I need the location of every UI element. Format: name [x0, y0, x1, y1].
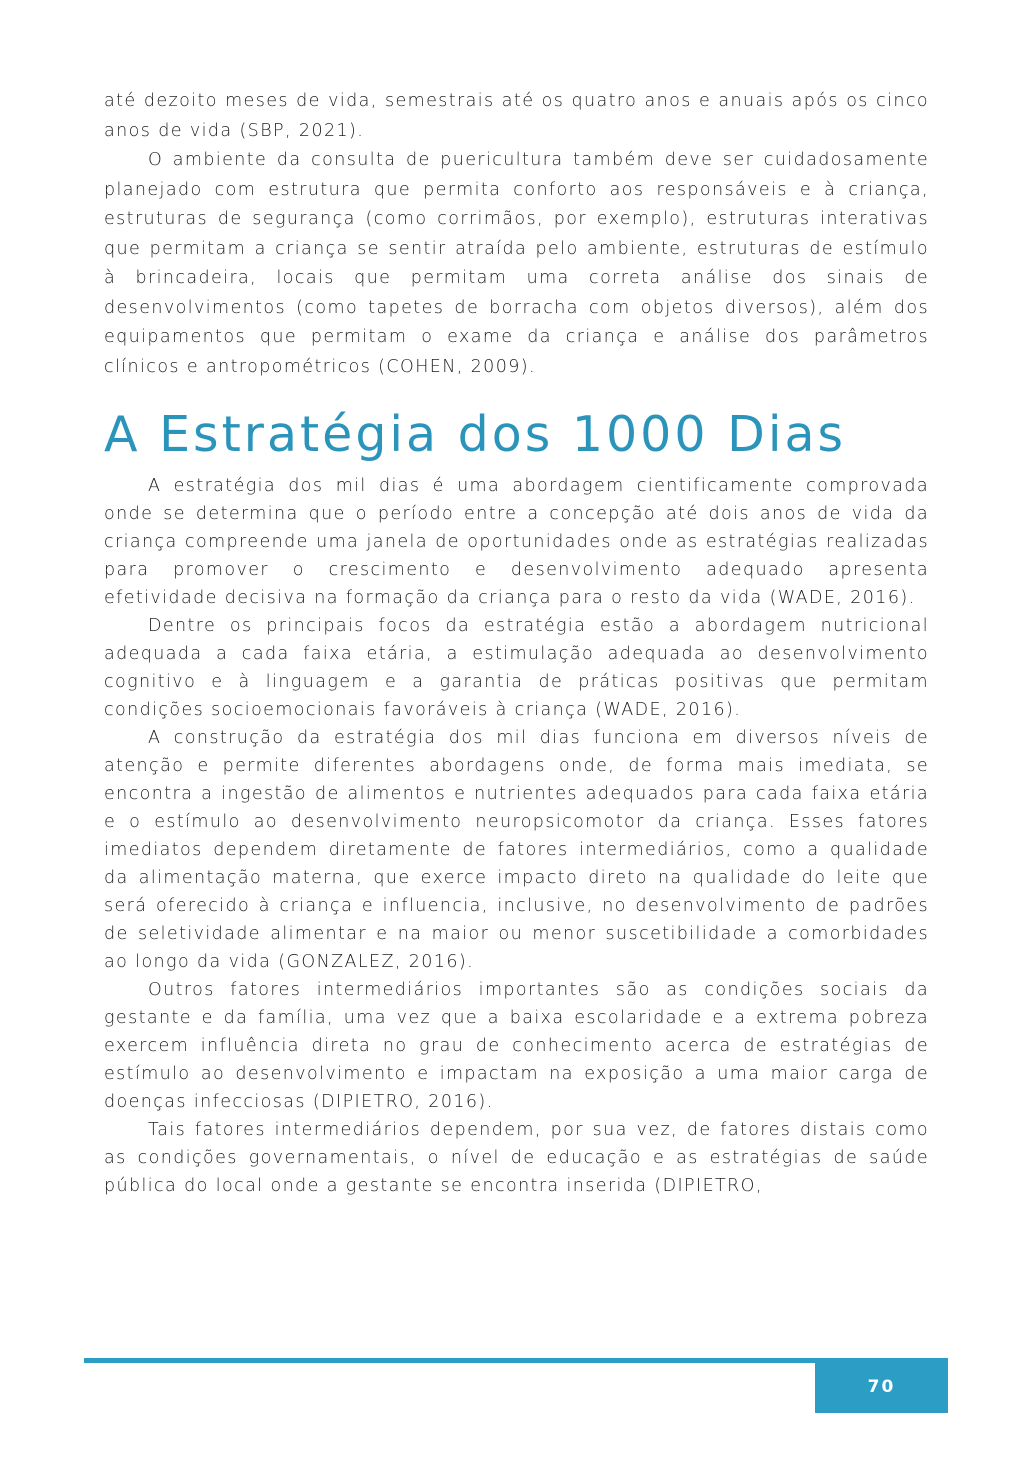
intro-paragraph-1: até dezoito meses de vida, semestrais até os quatro anos e anuais após os cinco anos de vida (SBP, 2021).: [104, 91, 929, 141]
section-paragraph-5: Tais fatores intermediários dependem, por sua vez, de fatores distais como as condições governamentais, o nível de educação e as estratégias de saúde pública do local onde a gestante se encontra inserida (DIPIETRO,: [104, 1120, 929, 1196]
intro-paragraph-2: O ambiente da consulta de puericultura também deve ser cuidadosamente planejado com estrutura que permita conforto aos responsáveis e à criança, estruturas de segurança (como corrimãos, por exemplo), estruturas interativas que permitam a criança se sentir atraída pelo ambiente, estruturas de estímulo à brincadeira, locais que permitam uma correta análise dos sinais de desenvolvimentos (como tapetes de borracha com objetos diversos), além dos equipamentos que permitam o exame da criança e análise dos parâmetros clínicos e antropométricos (COHEN, 2009).: [104, 150, 929, 377]
section-paragraph-3: A construção da estratégia dos mil dias funciona em diversos níveis de atenção e permite diferentes abordagens onde, de forma mais imediata, se encontra a ingestão de alimentos e nutrientes adequados para cada faixa etária e o estímulo ao desenvolvimento neuropsicomotor da criança. Esses fatores imediatos dependem diretamente de fatores intermediários, como a qualidade da alimentação materna, que exerce impacto direto na qualidade do leite que será oferecido à criança e influencia, inclusive, no desenvolvimento de padrões de seletividade alimentar e na maior ou menor suscetibilidade a comorbidades ao longo da vida (GONZALEZ, 2016).: [104, 728, 929, 972]
section-title: A Estratégia dos 1000 Dias: [104, 406, 847, 463]
section-paragraph-4: Outros fatores intermediários importantes são as condições sociais da gestante e da família, uma vez que a baixa escolaridade e a extrema pobreza exercem influência direta no grau de conhecimento acerca de estratégias de estímulo ao desenvolvimento e impactam na exposição a uma maior carga de doenças infecciosas (DIPIETRO, 2016).: [104, 980, 929, 1112]
section-paragraph-2: Dentre os principais focos da estratégia estão a abordagem nutricional adequada a cada faixa etária, a estimulação adequada ao desenvolvimento cognitivo e à linguagem e a garantia de práticas positivas que permitam condições socioemocionais favoráveis à criança (WADE, 2016).: [104, 616, 929, 720]
page-number: 70: [867, 1376, 896, 1397]
section-paragraph-1: A estratégia dos mil dias é uma abordagem cientificamente comprovada onde se determina que o período entre a concepção até dois anos de vida da criança compreende uma janela de oportunidades onde as estratégias realizadas para promover o crescimento e desenvolvimento adequado apresenta efetividade decisiva na formação da criança para o resto da vida (WADE, 2016).: [104, 476, 929, 608]
page-number-badge: [815, 1360, 948, 1413]
page-body: [104, 87, 929, 1200]
